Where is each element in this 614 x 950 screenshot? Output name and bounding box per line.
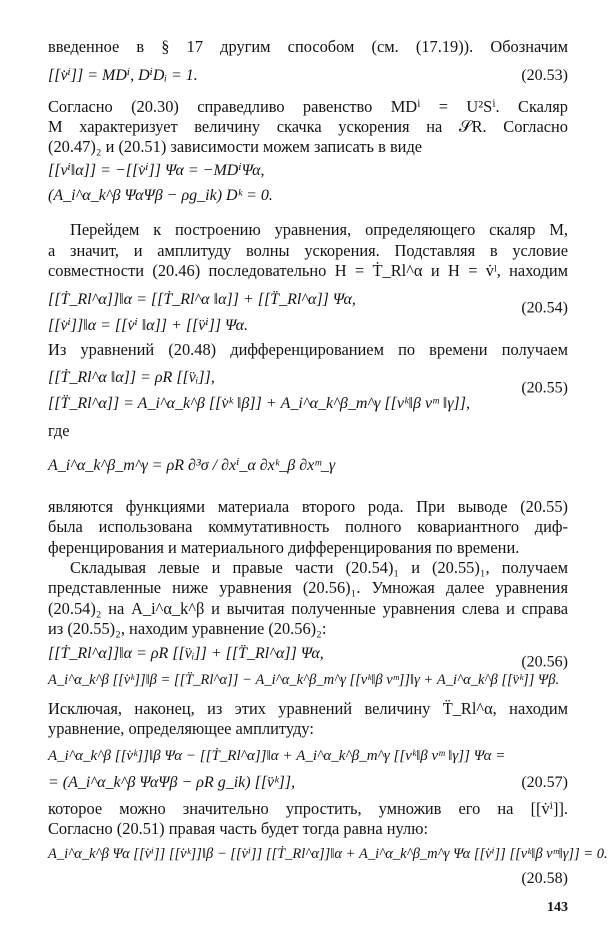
- text-line: ференцирования и материального дифференцирования по времени.: [48, 538, 520, 557]
- text-line: M характеризует величину скачка ускорения на 𝒮R. Согласно: [48, 117, 568, 136]
- equation-number: (20.55): [521, 379, 568, 397]
- equation: A_i^α_k^β_m^γ = ρR ∂³σ / ∂xⁱ_α ∂xᵏ_β ∂xᵐ_γ: [48, 457, 336, 474]
- text-line: являются функциями материала второго рода. При выводе (20.55): [48, 497, 568, 516]
- equation: [[Ṫ_Rl^α]]‖α = [[Ṫ_Rl^α ‖α]] + [[T̈_Rl^α]] Ψα,: [48, 291, 356, 308]
- equation-number: (20.58): [521, 870, 568, 887]
- equation: A_i^α_k^β Ψα [[v̇ⁱ]] [[v̇ᵏ]]‖β − [[v̇ⁱ]] [[Ṫ_Rl^α]]‖α + A_i^α_k^β_m^γ Ψα [[v̇ⁱ]] [[vᵏ‖β vᵐ‖γ]] = 0.: [48, 846, 608, 862]
- equation: [[v̇ⁱ]]‖α = [[v̇ⁱ ‖α]] + [[v̈ⁱ]] Ψα.: [48, 317, 248, 334]
- text-line: Перейдем к построению уравнения, определяющего скаляр M,: [70, 220, 568, 239]
- text-line: Согласно (20.51) правая часть будет тогда равна нулю:: [48, 819, 428, 838]
- text-line: Складывая левые и правые части (20.54)₁ и (20.55)₁, получаем: [70, 558, 568, 577]
- equation: (A_i^α_k^β ΨαΨβ − ρg_ik) Dᵏ = 0.: [48, 187, 273, 204]
- text-line: Исключая, наконец, из этих уравнений величину T̈_Rl^α, находим: [48, 699, 568, 718]
- equation: A_i^α_k^β [[v̇ᵏ]]‖β Ψα − [[Ṫ_Rl^α]]‖α + A_i^α_k^β_m^γ [[vᵏ‖β vᵐ ‖γ]] Ψα =: [48, 748, 506, 764]
- equation: A_i^α_k^β [[v̇ᵏ]]‖β = [[T̈_Rl^α]] − A_i^α_k^β_m^γ [[vᵏ‖β vᵐ]]‖γ + A_i^α_k^β [[v̈ᵏ]] Ψβ.: [48, 672, 560, 688]
- equation: [[v̇ⁱ]] = MDⁱ, DⁱDᵢ = 1.: [48, 67, 198, 84]
- equation-number: (20.57): [521, 774, 568, 791]
- text-line: совместности (20.46) последовательно H = Ṫ_Rl^α и H = v̇ˡ, находим: [48, 261, 568, 280]
- equation: = (A_i^α_k^β ΨαΨβ − ρR g_ik) [[v̈ᵏ]],: [48, 774, 296, 791]
- text-line: где: [48, 421, 70, 440]
- text-line: а значит, и амплитуду волны ускорения. Подставляя в условие: [48, 241, 568, 260]
- equation-number: (20.53): [521, 67, 568, 84]
- text-line: (20.47)₂ и (20.51) зависимости можем записать в виде: [48, 137, 423, 156]
- text-line: представленные ниже уравнения (20.56)₁. Умножая далее уравнения: [48, 578, 568, 597]
- text-line: уравнение, определяющее амплитуду:: [48, 719, 314, 738]
- text-line: Согласно (20.30) справедливо равенство MDⁱ = U²Sⁱ. Скаляр: [48, 97, 568, 116]
- equation: [[vⁱ‖α]] = −[[v̇ⁱ]] Ψα = −MDⁱΨα,: [48, 162, 265, 179]
- equation-number: (20.56): [521, 653, 568, 671]
- equation: [[Ṫ_Rl^α]]‖α = ρR [[v̈ᵢ]] + [[T̈_Rl^α]] Ψα,: [48, 645, 324, 662]
- text-line: (20.54)₂ на A_i^α_k^β и вычитая полученные уравнения слева и справа: [48, 599, 568, 618]
- text-line: была использована коммутативность полного ковариантного диф-: [48, 517, 568, 536]
- text-line: введенное в § 17 другим способом (см. (17.19)). Обозначим: [48, 37, 568, 56]
- page-number: 143: [547, 900, 568, 915]
- equation: [[Ṫ_Rl^α ‖α]] = ρR [[v̈ᵢ]],: [48, 369, 215, 386]
- text-line: из (20.55)₂, находим уравнение (20.56)₂:: [48, 619, 327, 638]
- equation: [[T̈_Rl^α]] = A_i^α_k^β [[v̇ᵏ ‖β]] + A_i^α_k^β_m^γ [[vᵏ‖β vᵐ ‖γ]],: [48, 395, 470, 412]
- text-line: которое можно значительно упростить, умножив его на [[v̇ⁱ]].: [48, 799, 568, 818]
- text-line: Из уравнений (20.48) дифференцированием по времени получаем: [48, 340, 568, 359]
- equation-number: (20.54): [521, 299, 568, 317]
